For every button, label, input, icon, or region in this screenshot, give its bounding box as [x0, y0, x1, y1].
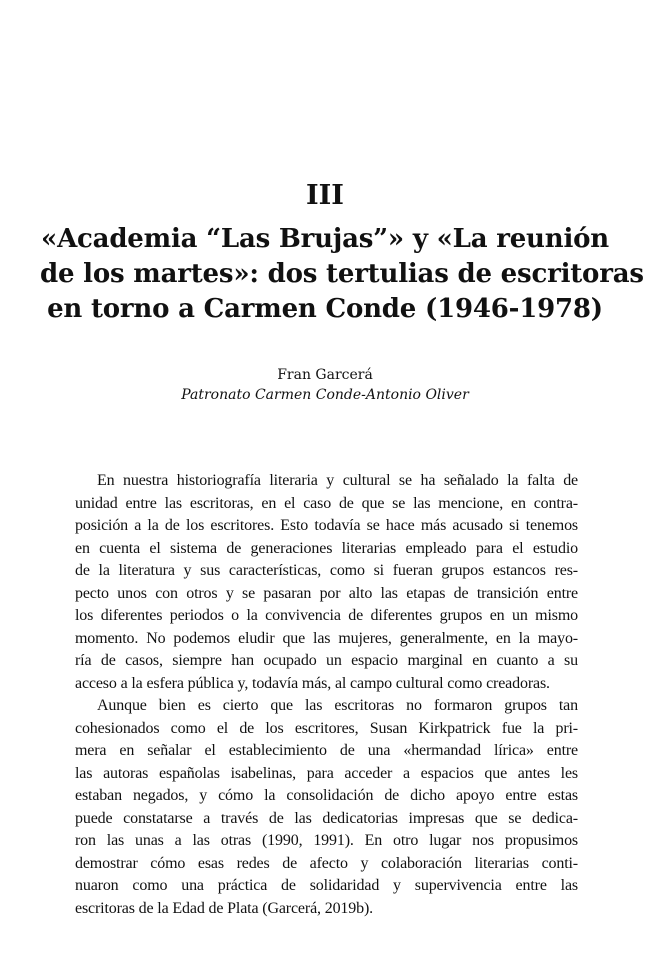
text-line: En nuestra historiografía literaria y cultural se ha señalado la falta de [97, 472, 578, 489]
text-line: escritoras de la Edad de Plata (Garcerá, 2019b). [75, 899, 373, 917]
text-line: las autoras españolas isabelinas, para acceder a espacios que antes les [75, 764, 578, 782]
paragraph [75, 470, 578, 695]
text-line: demostrar cómo esas redes de afecto y colaboración literarias conti- [75, 854, 578, 872]
text-line: posición a la de los escritores. Esto todavía se hace más acusado si tenemos [75, 517, 578, 534]
text-line: los diferentes periodos o la convivencia de diferentes grupos en un mismo [75, 607, 578, 624]
chapter-title [40, 222, 644, 327]
chapter-title-line: de los martes»: dos tertulias de escritoras [40, 259, 644, 289]
text-line: en cuenta el sistema de generaciones literarias empleado para el estudio [75, 539, 578, 557]
chapter-title-line: «Academia “Las Brujas”» y «La reunión [41, 224, 609, 254]
text-line: ron las unas a las otras (1990, 1991). En otro lugar nos propusimos [75, 832, 578, 849]
text-line: momento. No podemos eludir que las mujeres, generalmente, en la mayo- [75, 629, 578, 647]
chapter-title-line: en torno a Carmen Conde (1946-1978) [47, 294, 603, 324]
text-line: pecto unos con otros y se pasaran por alto las etapas de transición entre [75, 584, 578, 602]
text-line: cohesionados como el de los escritores, Susan Kirkpatrick fue la pri- [75, 719, 578, 737]
author-affiliation: Patronato Carmen Conde-Antonio Oliver [181, 387, 469, 403]
text-line: Aunque bien es cierto que las escritoras no formaron grupos tan [97, 697, 578, 714]
text-line: mera en señalar el establecimiento de una «hermandad lírica» entre [75, 742, 578, 759]
body-text [75, 470, 578, 920]
author-name: Fran Garcerá [277, 367, 373, 383]
chapter-number: III [306, 180, 344, 211]
text-line: de la literatura y sus características, como si fueran grupos estancos res- [75, 562, 578, 579]
text-line: puede constatarse a través de las dedicatorias impresas que se dedica- [75, 809, 578, 827]
text-line: unidad entre las escritoras, en el caso de que se las mencione, en contra- [75, 494, 578, 512]
text-line: estaban negados, y cómo la consolidación de dicho apoyo entre estas [75, 787, 578, 804]
paragraph [75, 695, 578, 920]
text-line: acceso a la esfera pública y, todavía más, al campo cultural como creadoras. [75, 674, 550, 692]
text-line: nuaron como una práctica de solidaridad y supervivencia entre las [75, 877, 578, 894]
text-line: ría de casos, siempre han ocupado un espacio marginal en cuanto a su [75, 652, 578, 669]
